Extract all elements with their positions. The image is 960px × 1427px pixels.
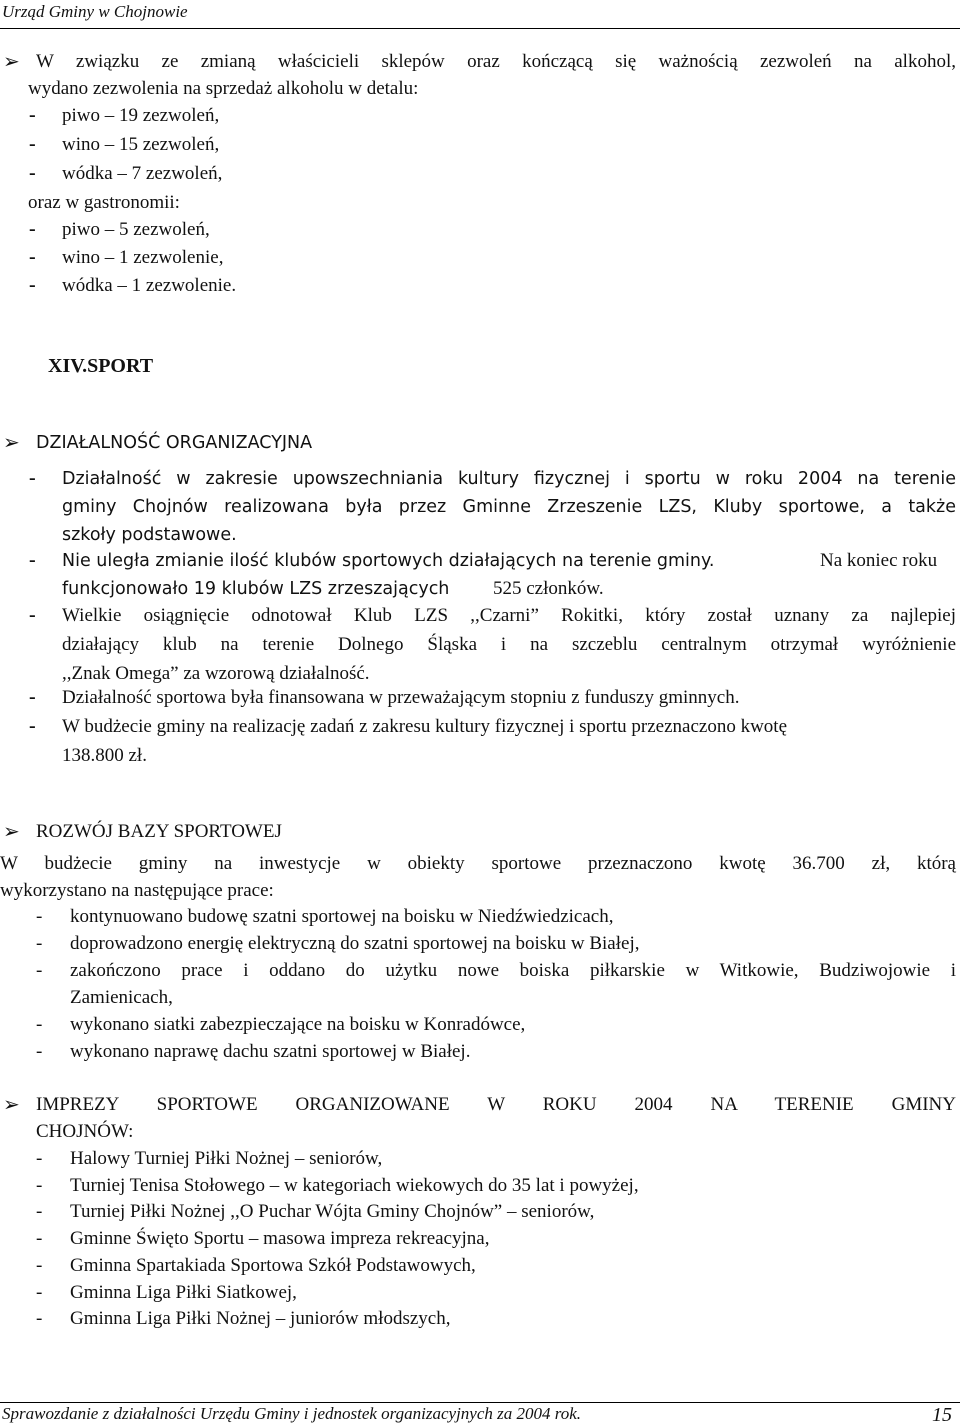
gastro-permit-item: wino – 1 zezwolenie, — [62, 247, 224, 268]
list-dash: - — [36, 906, 43, 927]
subsection-title: CHOJNÓW: — [36, 1121, 134, 1142]
gastro-permit-item: piwo – 5 zezwoleń, — [62, 219, 210, 240]
retail-permit-item: piwo – 19 zezwoleń, — [62, 105, 220, 126]
list-dash: - — [36, 933, 43, 954]
page-number: 15 — [932, 1404, 952, 1426]
subsection-title: DZIAŁALNOŚĆ ORGANIZACYJNA — [36, 433, 313, 453]
event-list-item: Halowy Turniej Piłki Nożnej – seniorów, — [70, 1148, 383, 1169]
list-dash: - — [29, 218, 36, 240]
page-header: Urząd Gminy w Chojnowie — [2, 2, 188, 21]
base-list-item: Zamienicach, — [70, 987, 173, 1008]
list-dash: - — [29, 467, 36, 489]
alcohol-intro-line: W związku ze zmianą właścicieli sklepów oraz kończącą się ważnością zezwoleń na alkohol, — [36, 51, 956, 72]
footer-divider — [0, 1402, 960, 1403]
list-dash: - — [29, 162, 36, 184]
list-dash: - — [29, 104, 36, 126]
list-dash: - — [36, 1255, 43, 1276]
base-paragraph-line: W budżecie gminy na inwestycje w obiekty sportowe przeznaczono kwotę 36.700 zł, którą — [0, 853, 956, 874]
org-paragraph-line: Wielkie osiągnięcie odnotował Klub LZS ,,Czarni” Rokitki, który został uznany za najlepiej — [62, 605, 956, 626]
base-list-item: doprowadzono energię elektryczną do szatni sportowej na boisku w Białej, — [70, 933, 640, 954]
subsection-title: IMPREZY SPORTOWE ORGANIZOWANE W ROKU 2004 NA TERENIE GMINY — [36, 1094, 956, 1115]
retail-permit-item: wino – 15 zezwoleń, — [62, 134, 220, 155]
page-footer: Sprawozdanie z działalności Urzędu Gminy i jednostek organizacyjnych za 2004 rok. — [2, 1404, 582, 1423]
org-paragraph-line: szkoły podstawowe. — [62, 525, 237, 545]
bullet-arrow-icon: ➢ — [3, 819, 20, 843]
gastro-label: oraz w gastronomii: — [28, 192, 180, 213]
subsection-title: ROZWÓJ BAZY SPORTOWEJ — [36, 821, 282, 842]
org-paragraph-line: ,,Znak Omega” za wzorową działalność. — [62, 663, 370, 684]
bullet-arrow-icon: ➢ — [3, 430, 20, 454]
section-heading: XIV.SPORT — [48, 355, 154, 377]
bullet-arrow-icon: ➢ — [3, 49, 20, 73]
base-paragraph-line: wykorzystano na następujące prace: — [0, 880, 274, 901]
base-list-item: wykonano siatki zabezpieczające na boisku w Konradówce, — [70, 1014, 526, 1035]
event-list-item: Turniej Tenisa Stołowego – w kategoriach wiekowych do 35 lat i powyżej, — [70, 1175, 639, 1196]
retail-permit-item: wódka – 7 zezwoleń, — [62, 163, 223, 184]
base-list-item: zakończono prace i oddano do użytku nowe boiska piłkarskie w Witkowie, Budziwojowie i — [70, 960, 956, 981]
org-paragraph-line: Działalność w zakresie upowszechniania kultury fizycznej i sportu w roku 2004 na terenie — [62, 469, 956, 489]
list-dash: - — [36, 1041, 43, 1062]
list-dash: - — [36, 1014, 43, 1035]
base-list-item: kontynuowano budowę szatni sportowej na boisku w Niedźwiedzicach, — [70, 906, 614, 927]
org-paragraph-line: 138.800 zł. — [62, 745, 147, 766]
gastro-permit-item: wódka – 1 zezwolenie. — [62, 275, 237, 296]
base-list-item: wykonano naprawę dachu szatni sportowej w Białej. — [70, 1041, 471, 1062]
bullet-arrow-icon: ➢ — [3, 1092, 20, 1116]
org-paragraph-line: funkcjonowało 19 klubów LZS zrzeszających — [62, 579, 450, 599]
list-dash: - — [29, 274, 36, 296]
org-paragraph-line: gminy Chojnów realizowana była przez Gminne Zrzeszenie LZS, Kluby sportowe, a także — [62, 497, 956, 517]
list-dash: - — [36, 1148, 43, 1169]
org-paragraph-line: Na koniec roku — [820, 550, 938, 571]
event-list-item: Gminna Liga Piłki Nożnej – juniorów młodszych, — [70, 1308, 451, 1329]
list-dash: - — [29, 246, 36, 268]
alcohol-intro-line: wydano zezwolenia na sprzedaż alkoholu w detalu: — [28, 78, 419, 99]
event-list-item: Gminna Liga Piłki Siatkowej, — [70, 1282, 297, 1303]
list-dash: - — [36, 1201, 43, 1222]
list-dash: - — [36, 1282, 43, 1303]
org-paragraph-line: działający klub na terenie Dolnego Śląska i na szczeblu centralnym otrzymał wyróżnienie — [62, 634, 956, 655]
list-dash: - — [29, 686, 36, 708]
list-dash: - — [36, 1308, 43, 1329]
list-dash: - — [29, 715, 36, 737]
list-dash: - — [29, 604, 36, 626]
org-paragraph-line: Działalność sportowa była finansowana w przeważającym stopniu z funduszy gminnych. — [62, 687, 740, 708]
org-paragraph-line: W budżecie gminy na realizację zadań z zakresu kultury fizycznej i sportu przeznaczono kwotę — [62, 716, 787, 737]
list-dash: - — [36, 960, 43, 981]
list-dash: - — [29, 133, 36, 155]
list-dash: - — [36, 1175, 43, 1196]
org-paragraph-line: Nie uległa zmianie ilość klubów sportowych działających na terenie gminy. — [62, 551, 715, 571]
event-list-item: Turniej Piłki Nożnej ,,O Puchar Wójta Gminy Chojnów” – seniorów, — [70, 1201, 595, 1222]
event-list-item: Gminne Święto Sportu – masowa impreza rekreacyjna, — [70, 1228, 490, 1249]
list-dash: - — [36, 1228, 43, 1249]
header-divider — [0, 28, 960, 29]
list-dash: - — [29, 549, 36, 571]
event-list-item: Gminna Spartakiada Sportowa Szkół Podstawowych, — [70, 1255, 476, 1276]
org-paragraph-line: 525 członków. — [493, 578, 604, 599]
